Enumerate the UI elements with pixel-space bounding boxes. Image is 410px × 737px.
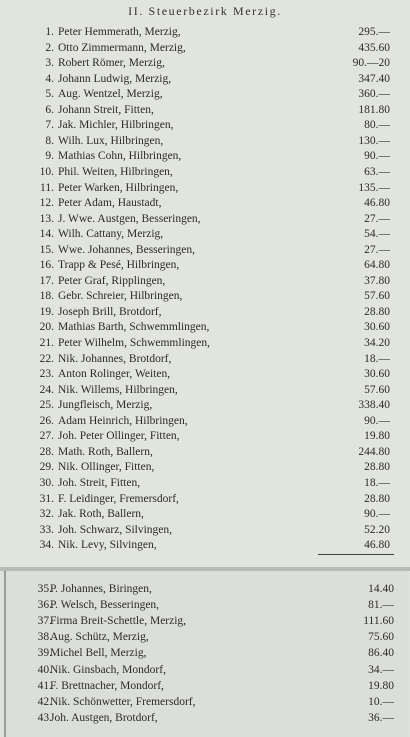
entry-name: Johann Ludwig, Merzig,: [58, 72, 172, 85]
entry-amount: 81.—: [368, 599, 394, 612]
entry-amount: 80.—: [364, 119, 390, 132]
entry-name: Nik. Willems, Hilbringen,: [58, 383, 178, 396]
entry-number: 22.: [39, 352, 54, 365]
entry-name: Joh. Schwarz, Silvingen,: [58, 523, 173, 536]
entry-number: 23.: [39, 368, 54, 381]
entry-number: 33.: [39, 523, 54, 536]
entry-row: [0, 71, 410, 87]
entry-amount: 30.60: [364, 368, 390, 381]
entry-name: Nik. Schönwetter, Fremersdorf,: [50, 695, 196, 708]
entry-amount: 46.80: [364, 197, 390, 210]
entry-row: [0, 491, 410, 507]
entry-row: [6, 581, 410, 597]
entry-number: 34.: [39, 539, 54, 552]
entry-amount: 18.—: [364, 476, 390, 489]
entry-row: [0, 117, 410, 133]
entry-row: [0, 55, 410, 71]
entry-name: Mathias Cohn, Hilbringen,: [58, 150, 182, 163]
entry-number: 11.: [40, 181, 54, 194]
entry-number: 21.: [39, 337, 54, 349]
entry-name: Joseph Brill, Brotdorf,: [58, 305, 162, 318]
entry-row: [6, 629, 410, 645]
entry-number: 35.: [37, 583, 52, 595]
entry-amount: 90.—20: [352, 57, 390, 70]
entry-row: [0, 304, 410, 320]
entry-amount: 28.80: [364, 461, 390, 474]
entry-name: Adam Heinrich, Hilbringen,: [58, 414, 188, 427]
entry-row: [0, 288, 410, 304]
entry-name: Aug. Wentzel, Merzig,: [58, 88, 163, 101]
entry-row: [0, 257, 410, 273]
entry-number: 10.: [39, 165, 54, 178]
entry-name: Joh. Peter Ollinger, Fitten,: [58, 430, 180, 443]
entry-amount: 63.—: [364, 165, 390, 178]
entry-row: [6, 597, 410, 613]
entry-amount: 295.—: [358, 26, 390, 38]
entry-number: 31.: [39, 492, 54, 505]
entry-number: 5.: [45, 88, 54, 101]
entry-row: [0, 335, 410, 351]
entry-number: 36.: [37, 599, 52, 612]
entry-amount: 19.80: [364, 430, 390, 443]
entry-number: 17.: [39, 274, 54, 287]
entry-row: [0, 459, 410, 475]
entry-row: [6, 694, 410, 710]
entry-row: [0, 195, 410, 211]
entry-name: Jungfleisch, Merzig,: [58, 399, 153, 412]
entry-number: 42.: [37, 695, 52, 708]
entry-name: Aug. Schütz, Merzig,: [50, 631, 149, 644]
entry-row: [0, 40, 410, 56]
entry-name: P. Welsch, Besseringen,: [50, 599, 160, 612]
entry-name: Nik. Johannes, Brotdorf,: [58, 352, 172, 365]
entry-row: [0, 180, 410, 196]
entry-name: Peter Graf, Ripplingen,: [58, 274, 166, 287]
entry-amount: 347.40: [358, 72, 390, 85]
entry-row: [0, 226, 410, 242]
entry-amount: 111.60: [363, 615, 394, 628]
entry-row: [0, 397, 410, 413]
entry-name: J. Wwe. Austgen, Besseringen,: [58, 212, 201, 225]
entry-amount: 52.20: [364, 523, 390, 536]
entry-number: 2.: [45, 41, 54, 54]
entry-name: Nik. Levy, Silvingen,: [58, 539, 157, 552]
entry-amount: 435.60: [358, 41, 390, 54]
entry-row: [0, 351, 410, 367]
entry-amount: 135.—: [358, 181, 390, 194]
entry-row: [0, 24, 410, 40]
entry-row: [0, 413, 410, 429]
entry-name: Robert Römer, Merzig,: [58, 57, 165, 70]
entry-number: 3.: [45, 57, 54, 70]
entry-amount: 14.40: [368, 583, 394, 595]
entry-amount: 27.—: [364, 243, 390, 256]
entry-row: [0, 133, 410, 149]
entry-row: [6, 645, 410, 661]
entry-number: 13.: [39, 212, 54, 225]
entry-amount: 57.60: [364, 383, 390, 396]
entry-name: Wwe. Johannes, Besseringen,: [58, 243, 196, 256]
entry-row: [0, 86, 410, 102]
entry-name: Math. Roth, Ballern,: [58, 445, 153, 458]
entry-row: [0, 273, 410, 289]
entry-number: 25.: [39, 399, 54, 412]
entry-number: 39.: [37, 647, 52, 660]
entry-name: Nik. Ollinger, Fitten,: [58, 461, 155, 474]
entry-name: Otto Zimmermann, Merzig,: [58, 41, 186, 54]
entry-number: 27.: [39, 430, 54, 443]
entry-name: Nik. Ginsbach, Mondorf,: [50, 663, 166, 676]
entry-number: 7.: [45, 119, 54, 132]
entry-number: 12.: [39, 197, 54, 210]
entry-name: Wilh. Cattany, Merzig,: [58, 228, 164, 241]
entry-number: 26.: [39, 414, 54, 427]
entry-amount: 64.80: [364, 259, 390, 272]
entry-number: 14.: [39, 228, 54, 241]
entry-name: Anton Rolinger, Weiten,: [58, 368, 171, 381]
entry-name: Gebr. Schreier, Hilbringen,: [58, 290, 183, 303]
entry-amount: 36.—: [368, 711, 394, 724]
entry-name: Wilh. Lux, Hilbringen,: [58, 134, 164, 147]
entry-number: 24.: [39, 383, 54, 396]
entry-number: 19.: [39, 305, 54, 318]
entry-number: 28.: [39, 445, 54, 458]
entry-number: 6.: [45, 103, 54, 116]
entry-amount: 244.80: [358, 445, 390, 458]
entry-name: Peter Wilhelm, Schwemmlingen,: [58, 337, 210, 349]
entry-row: [0, 382, 410, 398]
entry-row: [0, 522, 410, 538]
entry-number: 30.: [39, 476, 54, 489]
entry-amount: 34.—: [368, 663, 394, 676]
entry-row: [0, 211, 410, 227]
entry-name: Trapp & Pesé, Hilbringen,: [58, 259, 180, 272]
entry-amount: 34.20: [364, 337, 390, 349]
entry-name: Phil. Weiten, Hilbringen,: [58, 165, 173, 178]
entry-number: 4.: [45, 72, 54, 85]
entry-number: 15.: [39, 243, 54, 256]
entry-amount: 360.—: [358, 88, 390, 101]
entry-row: [0, 242, 410, 258]
entry-row: [6, 662, 410, 678]
entry-amount: 338.40: [358, 399, 390, 412]
entry-number: 1.: [45, 26, 54, 38]
entry-number: 9.: [45, 150, 54, 163]
entry-row: [0, 319, 410, 335]
entry-amount: 90.—: [364, 150, 390, 163]
entry-amount: 28.80: [364, 305, 390, 318]
entry-name: Jak. Roth, Ballern,: [58, 508, 144, 521]
entry-name: Jak. Michler, Hilbringen,: [58, 119, 174, 132]
entry-number: 20.: [39, 321, 54, 334]
entry-row: [0, 148, 410, 164]
entry-row: [6, 710, 410, 726]
entry-amount: 75.60: [368, 631, 394, 644]
entry-name: P. Johannes, Biringen,: [50, 583, 152, 595]
entry-row: [6, 678, 410, 694]
entry-number: 29.: [39, 461, 54, 474]
entry-amount: 90.—: [364, 414, 390, 427]
entry-name: Michel Bell, Merzig,: [50, 647, 147, 660]
entry-name: Peter Adam, Haustadt,: [58, 197, 162, 210]
entry-number: 37.: [37, 615, 52, 628]
entry-name: F. Leidinger, Fremersdorf,: [58, 492, 179, 505]
entry-name: Joh. Streit, Fitten,: [58, 476, 141, 489]
entry-amount: 57.60: [364, 290, 390, 303]
entry-row: [0, 102, 410, 118]
entry-number: 16.: [39, 259, 54, 272]
lower-scan-section: [4, 571, 408, 737]
entry-number: 38.: [37, 631, 52, 644]
entry-amount: 30.60: [364, 321, 390, 334]
entry-name: Peter Warken, Hilbringen,: [58, 181, 179, 194]
entry-name: Mathias Barth, Schwemmlingen,: [58, 321, 210, 334]
entry-name: Peter Hemmerath, Merzig,: [58, 26, 181, 38]
entry-row: [0, 444, 410, 460]
entry-amount: 18.—: [364, 352, 390, 365]
entry-number: 41.: [37, 679, 52, 692]
entry-row: [0, 366, 410, 382]
entry-amount: 86.40: [368, 647, 394, 660]
entry-row: [0, 428, 410, 444]
entry-number: 32.: [39, 508, 54, 521]
entry-number: 8.: [45, 134, 54, 147]
entry-name: F. Brettnacher, Mondorf,: [50, 679, 164, 692]
entry-amount: 46.80: [364, 539, 390, 552]
entry-number: 40.: [37, 663, 52, 676]
entry-row: [0, 537, 410, 553]
entry-name: Joh. Austgen, Brotdorf,: [50, 711, 158, 724]
entry-amount: 19.80: [368, 679, 394, 692]
entry-amount: 90.—: [364, 508, 390, 521]
entry-number: 18.: [39, 290, 54, 303]
entry-amount: 37.80: [364, 274, 390, 287]
entry-row: [6, 613, 410, 629]
entry-name: Firma Breit-Schettle, Merzig,: [50, 615, 187, 628]
entry-amount: 130.—: [358, 134, 390, 147]
entry-row: [0, 475, 410, 491]
entry-row: [0, 164, 410, 180]
entry-row: [0, 506, 410, 522]
entry-amount: 10.—: [368, 695, 394, 708]
section-heading: II. Steuerbezirk Merzig.: [128, 4, 282, 18]
entry-amount: 27.—: [364, 212, 390, 225]
entry-amount: 181.80: [358, 103, 390, 116]
entry-amount: 54.—: [364, 228, 390, 241]
entry-amount: 28.80: [364, 492, 390, 505]
total-rule: [318, 554, 394, 555]
entry-name: Johann Streit, Fitten,: [58, 103, 154, 116]
entry-number: 43.: [37, 711, 52, 724]
